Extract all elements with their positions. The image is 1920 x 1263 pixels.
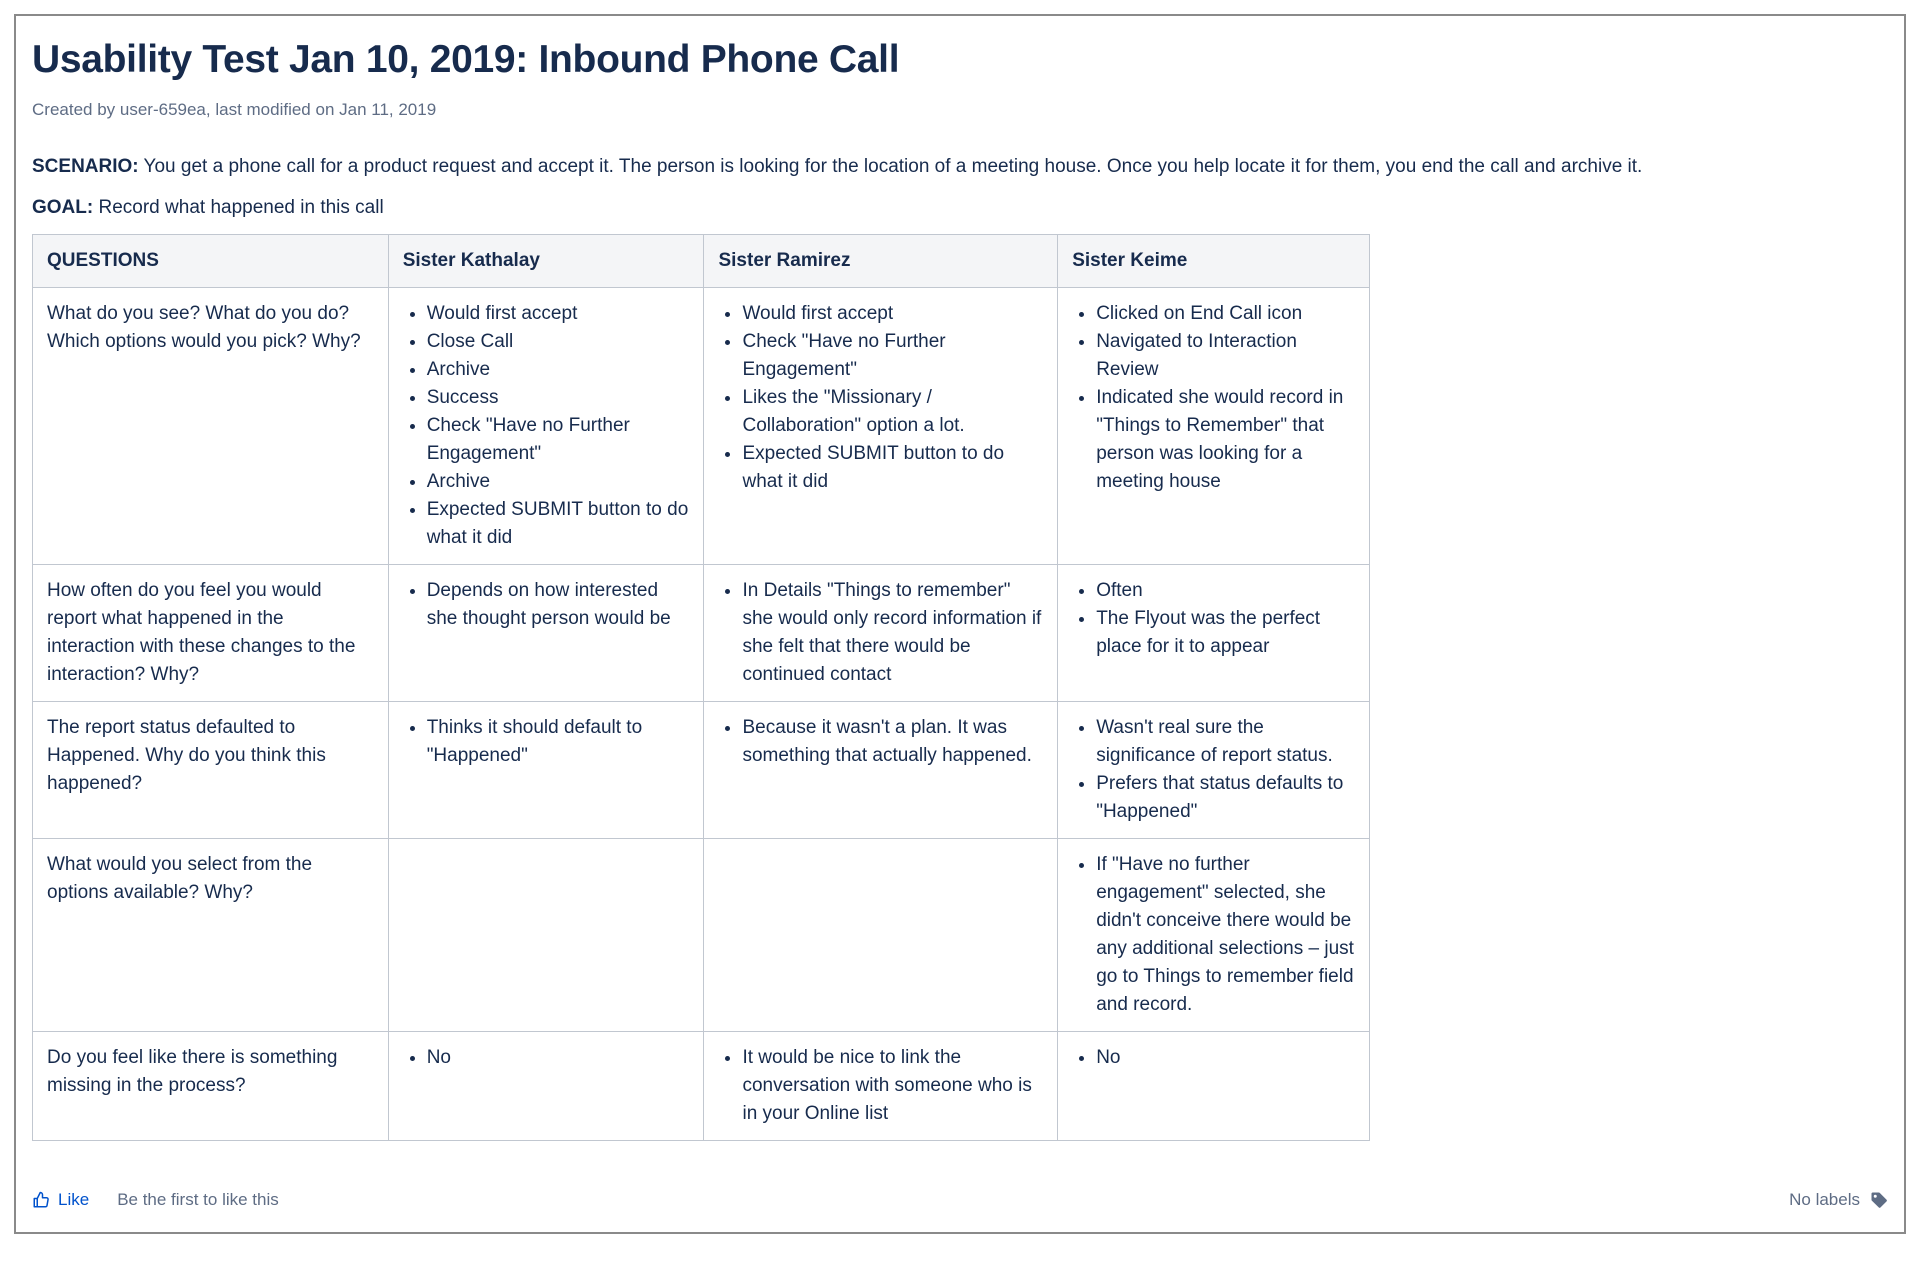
table-row xyxy=(33,702,1370,839)
list-item: • Often xyxy=(1096,577,1355,605)
answer-list xyxy=(718,1044,1043,1128)
page-byline: Created by user-659ea, last modified on Jan 11, 2019 xyxy=(32,100,437,119)
answer-cell-kathalay xyxy=(388,702,704,839)
list-item: • Likes the "Missionary / Collaboration" option a lot. xyxy=(742,384,1043,440)
question-cell: What would you select from the options available? Why? xyxy=(33,839,389,1032)
page-title: Usability Test Jan 10, 2019: Inbound Phone Call xyxy=(32,38,900,81)
list-item: • No xyxy=(1096,1044,1355,1072)
answer-cell-keime xyxy=(1058,565,1370,702)
like-button[interactable] xyxy=(32,1190,89,1210)
answer-cell-ramirez xyxy=(704,565,1058,702)
table-row xyxy=(33,565,1370,702)
answer-list xyxy=(1072,1044,1355,1072)
answer-cell-keime xyxy=(1058,702,1370,839)
findings-table xyxy=(32,234,1370,1141)
goal-paragraph xyxy=(32,197,1888,219)
list-item: • Check "Have no Further Engagement" xyxy=(427,412,690,468)
question-cell: The report status defaulted to Happened. Why do you think this happened? xyxy=(33,702,389,839)
list-item: • In Details "Things to remember" she would only record information if she felt that there would be continued contact xyxy=(742,577,1043,689)
answer-cell-kathalay xyxy=(388,839,704,1032)
labels-text: No labels xyxy=(1789,1190,1860,1209)
answer-cell-ramirez xyxy=(704,288,1058,565)
table-row xyxy=(33,1032,1370,1141)
answer-cell-keime xyxy=(1058,288,1370,565)
answer-cell-ramirez xyxy=(704,1032,1058,1141)
list-item: • Success xyxy=(427,384,690,412)
list-item: • Depends on how interested she thought person would be xyxy=(427,577,690,633)
table-header-row xyxy=(33,235,1370,288)
list-item: • Because it wasn't a plan. It was something that actually happened. xyxy=(742,714,1043,770)
scenario-paragraph xyxy=(32,156,1888,178)
like-note: Be the first to like this xyxy=(117,1190,279,1209)
answer-list xyxy=(403,714,690,770)
list-item: • Wasn't real sure the significance of report status. xyxy=(1096,714,1355,770)
answer-list xyxy=(403,577,690,633)
answer-cell-ramirez xyxy=(704,839,1058,1032)
table-row xyxy=(33,288,1370,565)
thumbs-up-icon xyxy=(32,1191,50,1209)
goal-label: GOAL: xyxy=(32,197,94,218)
header-sister-keime: Sister Keime xyxy=(1058,235,1370,288)
list-item: • Expected SUBMIT button to do what it did xyxy=(427,496,690,552)
list-item: • Indicated she would record in "Things to Remember" that person was looking for a meeting house xyxy=(1096,384,1355,496)
page-frame xyxy=(14,14,1906,1234)
answer-cell-kathalay xyxy=(388,565,704,702)
answer-list xyxy=(718,577,1043,689)
list-item: • Would first accept xyxy=(427,300,690,328)
list-item: • Thinks it should default to "Happened" xyxy=(427,714,690,770)
tag-icon xyxy=(1870,1191,1888,1209)
list-item: • Expected SUBMIT button to do what it did xyxy=(742,440,1043,496)
answer-list xyxy=(718,300,1043,496)
list-item: • It would be nice to link the conversation with someone who is in your Online list xyxy=(742,1044,1043,1128)
answer-cell-kathalay xyxy=(388,288,704,565)
answer-cell-keime xyxy=(1058,839,1370,1032)
goal-text: Record what happened in this call xyxy=(93,197,384,218)
answer-cell-ramirez xyxy=(704,702,1058,839)
header-sister-ramirez: Sister Ramirez xyxy=(704,235,1058,288)
answer-list xyxy=(1072,300,1355,496)
list-item: • Navigated to Interaction Review xyxy=(1096,328,1355,384)
list-item: • No xyxy=(427,1044,690,1072)
list-item: • Would first accept xyxy=(742,300,1043,328)
labels-area[interactable] xyxy=(1789,1190,1888,1210)
answer-list xyxy=(403,300,690,552)
list-item: • Prefers that status defaults to "Happened" xyxy=(1096,770,1355,826)
like-label: Like xyxy=(58,1190,90,1209)
answer-cell-kathalay xyxy=(388,1032,704,1141)
question-cell: What do you see? What do you do? Which options would you pick? Why? xyxy=(33,288,389,565)
list-item: • If "Have no further engagement" selected, she didn't conceive there would be any additional selections – just go to Things to remember field and record. xyxy=(1096,851,1355,1019)
question-cell: How often do you feel you would report what happened in the interaction with these changes to the interaction? Why? xyxy=(33,565,389,702)
list-item: • Archive xyxy=(427,468,690,496)
answer-cell-keime xyxy=(1058,1032,1370,1141)
list-item: • Archive xyxy=(427,356,690,384)
answer-list xyxy=(403,1044,690,1072)
list-item: • Clicked on End Call icon xyxy=(1096,300,1355,328)
header-sister-kathalay: Sister Kathalay xyxy=(388,235,704,288)
scenario-text: You get a phone call for a product request and accept it. The person is looking for the location of a meeting house. Once you help locate it for them, you end the call and archive it. xyxy=(138,156,1643,177)
table-row xyxy=(33,839,1370,1032)
scenario-label: SCENARIO: xyxy=(32,156,139,177)
answer-list xyxy=(718,714,1043,770)
list-item: • Close Call xyxy=(427,328,690,356)
answer-list xyxy=(1072,851,1355,1019)
answer-list xyxy=(1072,714,1355,826)
answer-list xyxy=(1072,577,1355,661)
list-item: • Check "Have no Further Engagement" xyxy=(742,328,1043,384)
page-footer xyxy=(32,1190,1888,1210)
header-questions: QUESTIONS xyxy=(33,235,389,288)
list-item: • The Flyout was the perfect place for it to appear xyxy=(1096,605,1355,661)
question-cell: Do you feel like there is something missing in the process? xyxy=(33,1032,389,1141)
page-content xyxy=(32,24,1888,1124)
